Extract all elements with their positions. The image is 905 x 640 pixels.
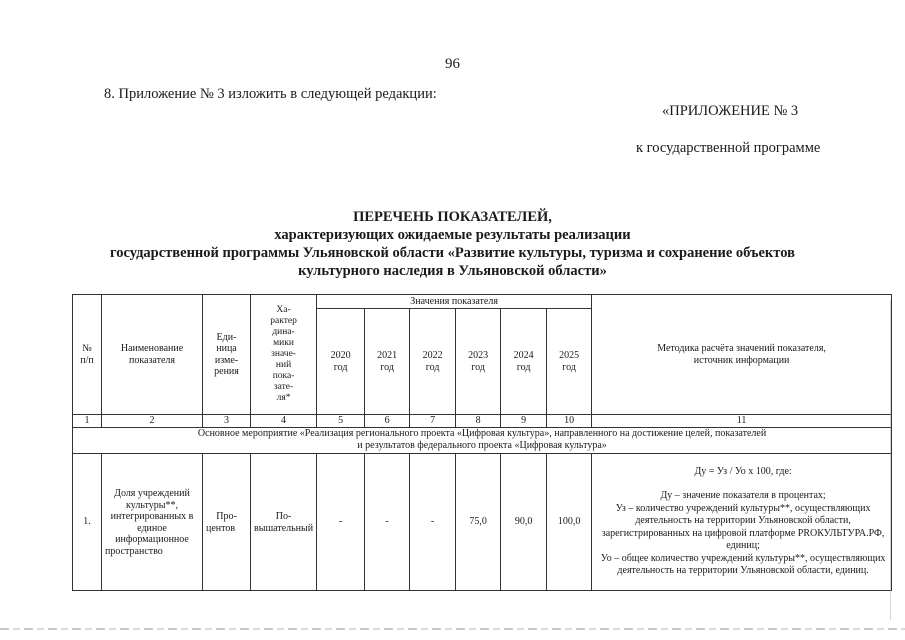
header-dynamics [251, 295, 317, 415]
document-title-line: государственной программы Ульяновской области «Развитие культуры, туризма и сохранение объектов [110, 245, 795, 261]
appendix-title: «ПРИЛОЖЕНИЕ № 3 [662, 103, 799, 119]
column-number: 5 [317, 415, 365, 428]
year-unit: год [425, 361, 440, 373]
header-dynamics-line: рактер [270, 316, 297, 326]
header-dynamics-line: мики [273, 338, 294, 348]
indicators-table [72, 294, 892, 591]
method-paragraph: Уз – количество учреждений культуры**, осуществляющих деятельность на территории Ульяновской области, зарегистрированных на цифровой платформе PROКУЛЬТУРА.РФ, единиц; [601, 502, 885, 551]
header-dynamics-line: Ха- [276, 305, 291, 315]
method-formula: Ду = Уз / Уо х 100, где: [694, 465, 792, 477]
value-2020: - [317, 453, 365, 590]
year-unit: год [516, 361, 531, 373]
document-title-line: характеризующих ожидаемые результаты реализации [274, 227, 631, 243]
year-label: 2021 [377, 350, 398, 361]
header-year [547, 309, 592, 415]
header-name-line: Наименование [120, 343, 184, 354]
header-unit-line: ница [216, 343, 237, 354]
column-number: 4 [251, 415, 317, 428]
header-num-line: п/п [80, 354, 94, 366]
header-year [501, 309, 547, 415]
column-numbers-row [73, 415, 892, 428]
document-title-line: культурного наследия в Ульяновской области» [298, 263, 607, 279]
column-number: 7 [410, 415, 456, 428]
scan-artifact-line [0, 628, 905, 630]
year-unit: год [333, 361, 348, 373]
method-cell [592, 453, 892, 590]
year-label: 2020 [330, 350, 351, 361]
header-unit [203, 295, 251, 415]
header-dynamics-line: зате- [273, 382, 294, 392]
header-values-group: Значения показателя [317, 295, 592, 309]
header-method [592, 295, 892, 415]
header-dynamics-line: дина- [272, 327, 295, 337]
header-name-line: показателя [128, 354, 176, 366]
column-number: 8 [456, 415, 501, 428]
year-unit: год [380, 361, 394, 373]
header-name [102, 295, 203, 415]
method-paragraph: Ду – значение показателя в процентах; [660, 490, 826, 501]
section-title [73, 427, 892, 453]
document-title [0, 208, 905, 280]
header-num-line: № [82, 343, 92, 354]
header-method-line: источник информации [693, 354, 790, 366]
section-title-line: и результатов федерального проекта «Цифровая культура» [357, 440, 607, 451]
header-method-line: Методика расчёта значений показателя, [657, 343, 826, 354]
scan-edge [890, 300, 891, 620]
section-title-line: Основное мероприятие «Реализация регионального проекта «Цифровая культура», направленного на достижение целей, показателей [197, 428, 767, 439]
year-unit: год [471, 361, 485, 373]
header-year [456, 309, 501, 415]
value-2024: 90,0 [501, 453, 547, 590]
header-dynamics-line: пока- [272, 371, 295, 381]
header-dynamics-line: значе- [271, 349, 296, 359]
column-number: 10 [547, 415, 592, 428]
column-number: 2 [102, 415, 203, 428]
header-year [317, 309, 365, 415]
header-unit-line: Еди- [216, 331, 237, 343]
year-label: 2024 [513, 350, 534, 361]
indicator-dynamics: По-вышательный [251, 453, 317, 590]
header-num [73, 295, 102, 415]
year-label: 2025 [559, 350, 580, 361]
header-year [365, 309, 410, 415]
column-number: 6 [365, 415, 410, 428]
column-number: 3 [203, 415, 251, 428]
amendment-text: 8. Приложение № 3 изложить в следующей редакции: [104, 86, 437, 102]
header-dynamics-line: ля* [276, 393, 291, 403]
year-label: 2023 [468, 350, 489, 361]
table-row [73, 453, 892, 590]
column-number: 9 [501, 415, 547, 428]
value-2025: 100,0 [547, 453, 592, 590]
column-number: 11 [592, 415, 892, 428]
header-year [410, 309, 456, 415]
header-dynamics-line: ний [275, 360, 292, 370]
page-number: 96 [445, 56, 460, 72]
document-title-line: ПЕРЕЧЕНЬ ПОКАЗАТЕЛЕЙ, [353, 209, 552, 225]
header-unit-line: изме- [214, 354, 239, 366]
section-row [73, 427, 892, 453]
method-paragraph: Уо – общее количество учреждений культуры**, осуществляющих деятельность на территории Ульяновской области, единиц. [600, 552, 886, 576]
year-label: 2022 [422, 350, 443, 361]
value-2022: - [410, 453, 456, 590]
value-2021: - [365, 453, 410, 590]
header-unit-line: рения [214, 366, 239, 377]
row-number: 1. [73, 453, 102, 590]
indicator-unit: Про-центов [203, 453, 251, 590]
value-2023: 75,0 [456, 453, 501, 590]
appendix-subtitle: к государственной программе [636, 140, 821, 156]
column-number: 1 [73, 415, 102, 428]
indicator-name: Доля учреждений культуры**, интегрированных в единое информационное пространство [102, 453, 203, 590]
year-unit: год [562, 361, 576, 373]
